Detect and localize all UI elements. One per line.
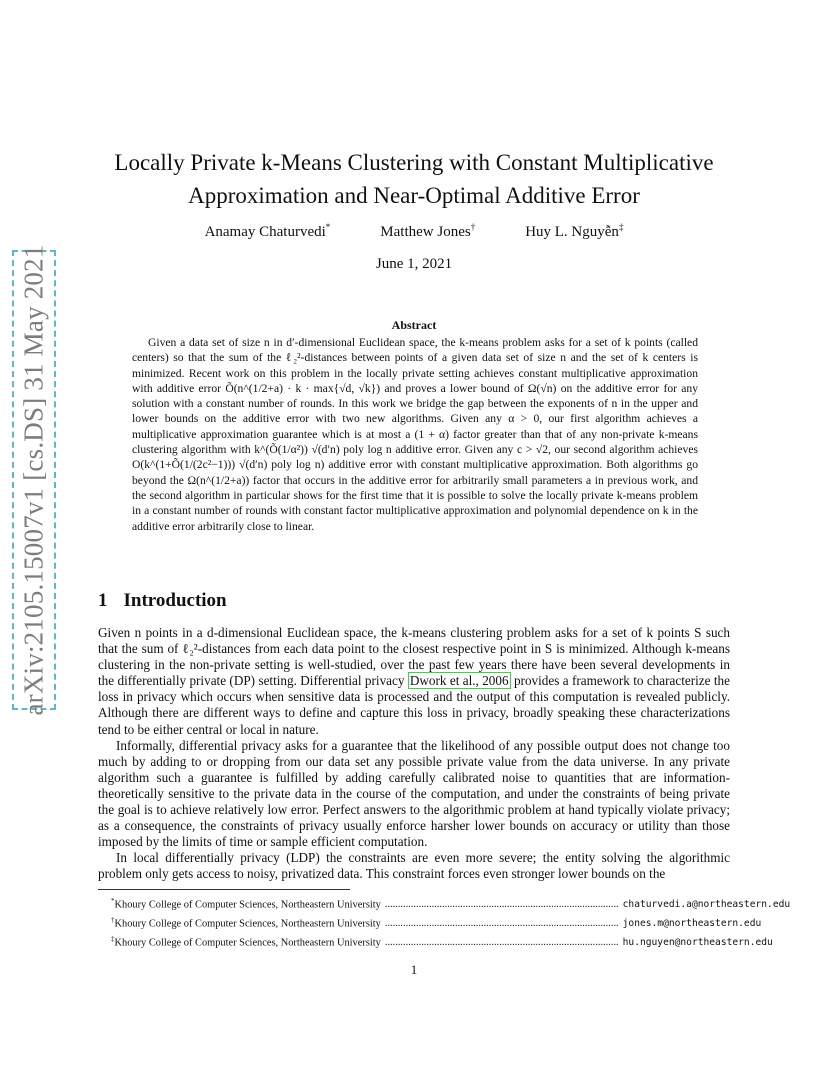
footnote: ‡Khoury College of Computer Sciences, Northeastern University .......................................................................................... hu.nguyen@northeastern.edu [98,932,730,951]
footnote: †Khoury College of Computer Sciences, Northeastern University .......................................................................................... jones.m@northeastern.edu [98,913,730,932]
publication-date: June 1, 2021 [375,256,453,272]
footnote: *Khoury College of Computer Sciences, Northeastern University .......................................................................................... chaturvedi.a@northeastern.edu [98,894,730,913]
paragraph: Given n points in a d-dimensional Euclidean space, the k-means clustering problem asks for a set of k points S such that the sum of ℓ₂²-distances from each data point to the closest respective point in S is minimized. Although k-means clustering in the non-private setting is well-studied, over the past few years there have been several developments in the differentially private (DP) setting. Differential privacy Dwork et al., 2006 provides a framework to characterize the loss in privacy which occurs when sensitive data is processed and the output of this computation is revealed publicly. Although there are different ways to define and capture this loss in privacy, broadly speaking these characterizations tend to be either central or local in nature. [98,625,730,737]
body-text [98,625,730,883]
section-heading [98,590,227,612]
email-address: chaturvedi.a@northeastern.edu [622,899,791,911]
section-number: 1 [98,590,108,611]
footnotes [98,894,791,951]
author: Anamay Chaturvedi* [204,222,331,240]
citation-link[interactable]: Dwork et al., 2006 [409,673,509,689]
page-number: 1 [410,962,418,977]
paper-title: Locally Private k-Means Clustering with Constant Multiplicative Approximation and Near-Optimal Additive Error [114,150,714,208]
abstract-text: Given a data set of size n in d′-dimensional Euclidean space, the k-means problem asks for a set of k points (called centers) so that the sum of the ℓ₂²-distances between points of a given data set of size n and the set of k centers is minimized. Recent work on this problem in the locally private setting achieves constant multiplicative approximation with additive error Õ(n^(1/2+a) · k · max{√d, √k}) and proves a lower bound of Ω(√n) on the additive error for any solution with a constant number of rounds. In this work we bridge the gap between the exponents of n in the upper and lower bounds on the additive error with two new algorithms. Given any α > 0, our first algorithm achieves a multiplicative approximation guarantee which is at most a (1 + α) factor greater than that of any non-private k-means clustering algorithm with k^(Õ(1/α²)) √(d′n) poly log n additive error. Given any c > √2, our second algorithm achieves O(k^(1+Õ(1/(2c²−1))) √(d′n) poly log n) additive error with constant multiplicative approximation. Both algorithms go beyond the Ω(n^(1/2+a)) factor that occurs in the additive error for arbitrarily small parameters a in previous work, and the second algorithm in particular shows for the first time that it is possible to solve the locally private k-means problem in a constant number of rounds with constant factor multiplicative approximation and polynomial dependence on k in the additive error arbitrarily close to linear. [132,336,698,533]
email-address: jones.m@northeastern.edu [622,918,762,930]
email-address: hu.nguyen@northeastern.edu [622,937,773,949]
author: Huy L. Nguyễn‡ [525,222,624,240]
arxiv-identifier: arXiv:2105.15007v1 [cs.DS] 31 May 2021 [18,244,49,716]
abstract-heading: Abstract [391,318,437,332]
paragraph: Informally, differential privacy asks for a guarantee that the likelihood of any possible output does not change too much by adding to or dropping from our data set any possible private value from the data universe. In any private algorithm such a guarantee is fulfilled by adding carefully calibrated noise to quantities that are information-theoretically sensitive to the private data in the course of the computation, and under the constraints of being private the goal is to achieve relatively low error. Perfect answers to the algorithmic problem at hand typically violate privacy; as a consequence, the constraints of privacy usually enforce harsher lower bounds on accuracy or utility than those imposed by the limits of time or sample efficient computation. [98,737,730,850]
footnote-rule [98,889,350,890]
section-title: Introduction [123,590,227,611]
author: Matthew Jones† [380,222,476,240]
author-list [90,222,738,241]
paragraph: In local differentially privacy (LDP) the constraints are even more severe; the entity solving the algorithmic problem only gets access to noisy, privatized data. This constraint forces even stronger lower bounds on the [98,850,730,882]
arxiv-identifier-stamp [12,244,56,716]
